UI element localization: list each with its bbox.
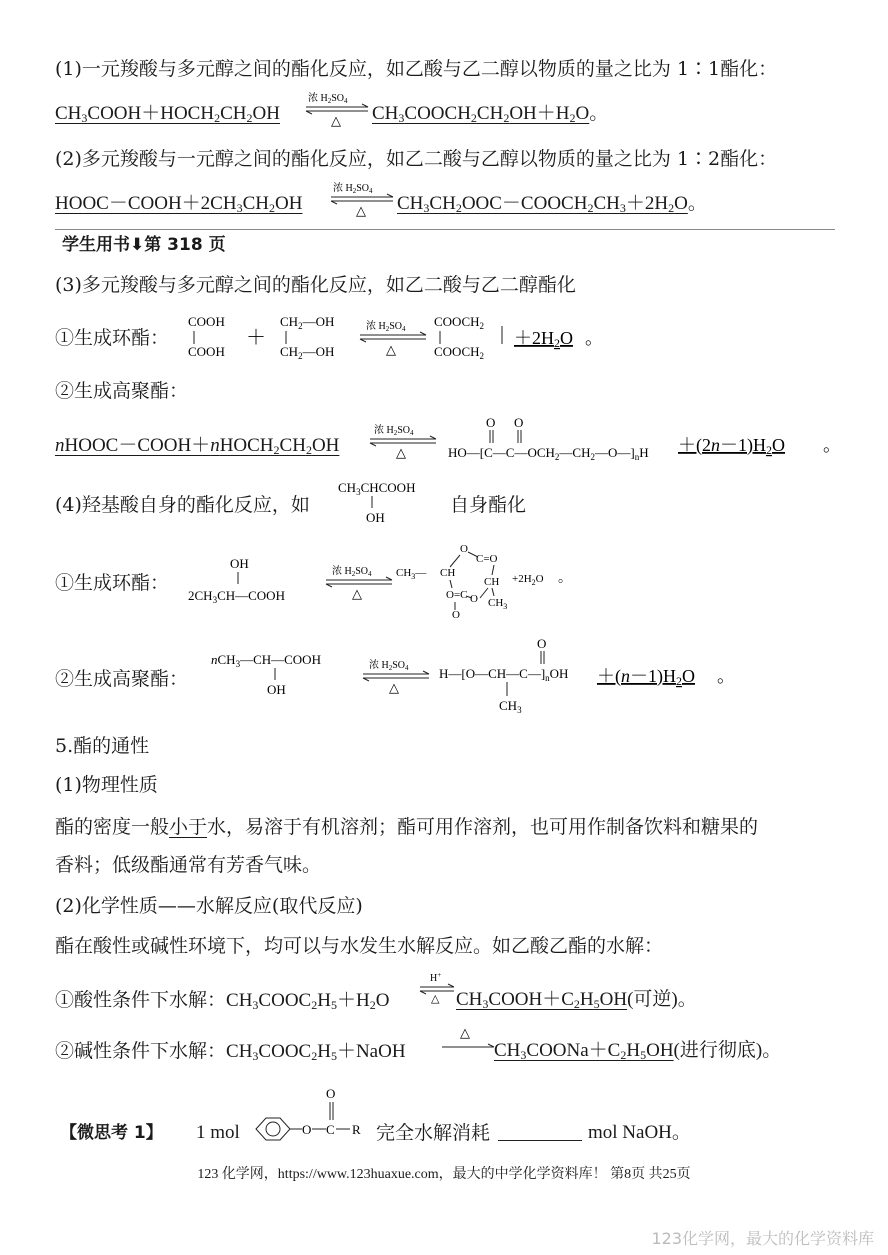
reversible-arrow-1 — [302, 90, 372, 128]
svg-text:CH3: $CH_3$ — [488, 597, 508, 611]
svg-text:。: 。 — [823, 435, 841, 455]
book-reference: 学生用书⬇第 318 页 — [62, 235, 226, 255]
think-mid: 完全水解消耗 — [376, 1122, 491, 1144]
equation-4-cyclic — [180, 540, 600, 625]
divider — [55, 229, 835, 230]
svg-text:HO—[C—C—OCH2—CH2—O—]nH: $HO—[C—C—OCH_2—CH_2—O—]_nH$ — [448, 445, 649, 462]
para-4: (4)羟基酸自身的酯化反应，如 — [55, 494, 310, 516]
base-hydrolysis: ②碱性条件下水解：$CH_3COOC_2H_5+NaOH$ — [55, 1040, 406, 1063]
acid-reversible-arrow — [418, 970, 458, 1006]
physical-properties-text-2: 香料；低级酯通常有芳香气味。 — [55, 854, 322, 876]
step-cyclic-ester-2: ①生成环酯： — [55, 572, 170, 594]
svg-text:C=O: C=O — [476, 553, 498, 565]
svg-text:nCH3—CH—COOH: nCH$_3$—CH—COOH — [211, 652, 321, 669]
equation-2: $HOOC-COOH+2CH_3CH_2OH$ — [55, 193, 303, 215]
equation-3-cyclic — [180, 308, 603, 368]
chemical-properties-heading: (2)化学性质——水解反应(取代反应) — [55, 895, 363, 917]
svg-text:浓 H2SO4: 浓 $H_2SO_4$ — [308, 93, 348, 105]
svg-text:CH2—OH: $CH_2—OH$ — [280, 344, 335, 361]
para-1: (1)一元羧酸与多元醇之间的酯化反应，如乙酸与乙二醇以物质的量之比为 1∶1酯化： — [55, 58, 778, 80]
svg-text:OH: OH — [267, 682, 286, 697]
svg-text:CH3: $CH_3$ — [499, 698, 522, 715]
think-post: mol NaOH。 — [588, 1122, 691, 1143]
svg-text:CH: CH — [484, 576, 500, 588]
svg-text:O: O — [514, 415, 524, 430]
para-3: (3)多元羧酸与多元醇之间的酯化反应，如乙二酸与乙二醇酯化 — [55, 274, 576, 296]
svg-text:CH: CH — [440, 567, 456, 579]
svg-text:OH: OH — [230, 556, 249, 571]
svg-text:O: O — [460, 543, 468, 555]
think-pre: 1 mol — [196, 1122, 240, 1143]
svg-text:COOCH2: $COOCH_2$ — [434, 314, 485, 331]
watermark: 123化学网，最大的化学资料库 — [651, 1229, 874, 1248]
phenyl-ester-structure — [250, 1080, 380, 1142]
svg-text:COOH: COOH — [188, 314, 225, 329]
physical-properties-heading: (1)物理性质 — [55, 774, 158, 796]
svg-text:CH3CHCOOH: $CH_3CHCOOH$ — [338, 480, 416, 497]
svg-text:△: △ — [389, 680, 399, 695]
svg-text:R: R — [352, 1122, 361, 1137]
equation-3-polyester-products — [368, 415, 841, 467]
svg-text:△: △ — [431, 993, 440, 1005]
para-4-end: 自身酯化 — [450, 494, 527, 516]
svg-text:。: 。 — [558, 571, 572, 586]
reversible-arrow-2 — [327, 180, 397, 218]
svg-text:浓 H2SO4: 浓 $H_2SO_4$ — [332, 566, 372, 578]
answer-blank[interactable] — [498, 1140, 582, 1141]
svg-text:＋(2n－1)H2O: ＋(2n－1)H2O — [678, 435, 785, 457]
equation-1: $CH_3COOH+HOCH_2CH_2OH$ — [55, 103, 280, 125]
physical-properties-text: 酯的密度一般小于水，易溶于有机溶剂；酯可用作溶剂，也可用作制备饮料和糖果的 — [55, 816, 759, 838]
svg-text:2CH3CH—COOH: $2CH_3CH—COOH$ — [188, 588, 285, 605]
svg-text:△: △ — [396, 445, 406, 460]
equation-1-products: $CH_3COOCH_2CH_2OH+H_2O$。 — [372, 103, 609, 125]
page-footer: 123 化学网，https://www.123huaxue.com，最大的中学化学资料库！ 第8页 共25页 — [197, 1167, 691, 1182]
step-cyclic-ester-1: ①生成环酯： — [55, 327, 170, 349]
svg-text:＋2H2O: ＋2H2O — [514, 328, 573, 350]
svg-text:。: 。 — [717, 666, 735, 686]
section-5-title: 5.酯的通性 — [55, 735, 150, 757]
svg-text:△: △ — [386, 342, 396, 357]
equation-2-products: $CH_3CH_2OOC-COOCH_2CH_3+2H_2O$。 — [397, 193, 707, 215]
svg-text:COOH: COOH — [188, 344, 225, 359]
svg-text:CH3—: $CH_3—$ — [396, 567, 427, 581]
svg-text:O: O — [537, 636, 547, 651]
acid-hydrolysis-products: $CH_3COOH+C_2H_5OH$(可逆)。 — [456, 989, 697, 1011]
lactic-acid-structure — [332, 476, 452, 526]
svg-text:△: △ — [356, 203, 366, 218]
base-hydrolysis-products: $CH_3COONa+C_2H_5OH$(进行彻底)。 — [494, 1040, 782, 1062]
svg-text:CH2—OH: $CH_2—OH$ — [280, 314, 335, 331]
para-2: (2)多元羧酸与一元醇之间的酯化反应，如乙二酸与乙醇以物质的量之比为 1∶2酯化： — [55, 148, 778, 170]
svg-text:。: 。 — [585, 328, 603, 348]
svg-text:△: △ — [460, 1025, 470, 1040]
svg-text:C: C — [326, 1122, 335, 1137]
down-arrow-icon: ⬇ — [130, 235, 145, 255]
svg-text:OH: OH — [366, 510, 385, 525]
svg-text:H—[O—CH—C—]nOH: $H—[O—CH—C—]_nOH$ — [439, 666, 569, 683]
svg-text:浓 H2SO4: 浓 $H_2SO_4$ — [374, 425, 414, 437]
svg-text:＋: ＋ — [246, 327, 266, 349]
svg-text:H+: H+ — [430, 971, 442, 984]
equation-4-polyester — [205, 632, 745, 717]
svg-text:O: O — [452, 609, 460, 621]
svg-text:＋(n－1)H2O: ＋(n－1)H2O — [597, 666, 695, 688]
svg-text:O: O — [302, 1122, 312, 1137]
svg-text:浓 H2SO4: 浓 $H_2SO_4$ — [369, 660, 409, 672]
svg-text:O: O — [326, 1086, 336, 1101]
think-label: 【微思考 1】 — [60, 1123, 163, 1143]
step-polyester-2: ②生成高聚酯： — [55, 668, 189, 690]
hydrolysis-text: 酯在酸性或碱性环境下，均可以与水发生水解反应。如乙酸乙酯的水解： — [55, 935, 664, 957]
step-polyester-1: ②生成高聚酯： — [55, 380, 189, 402]
acid-hydrolysis: ①酸性条件下水解：$CH_3COOC_2H_5+H_2O$ — [55, 989, 390, 1012]
svg-text:O=C: O=C — [446, 589, 468, 601]
svg-text:浓 H2SO4: 浓 $H_2SO_4$ — [366, 321, 406, 333]
svg-text:+2H2O: $+2H_2O$ — [512, 573, 544, 587]
svg-text:O: O — [486, 415, 496, 430]
svg-text:△: △ — [331, 113, 341, 128]
svg-text:浓 H2SO4: 浓 $H_2SO_4$ — [333, 183, 373, 195]
base-arrow — [440, 1025, 496, 1055]
svg-text:O: O — [470, 593, 478, 605]
svg-text:COOCH2: $COOCH_2$ — [434, 344, 485, 361]
svg-text:△: △ — [352, 586, 362, 601]
equation-3-polyester: $nHOOC-COOH+nHOCH_2CH_2OH$ — [55, 435, 340, 457]
